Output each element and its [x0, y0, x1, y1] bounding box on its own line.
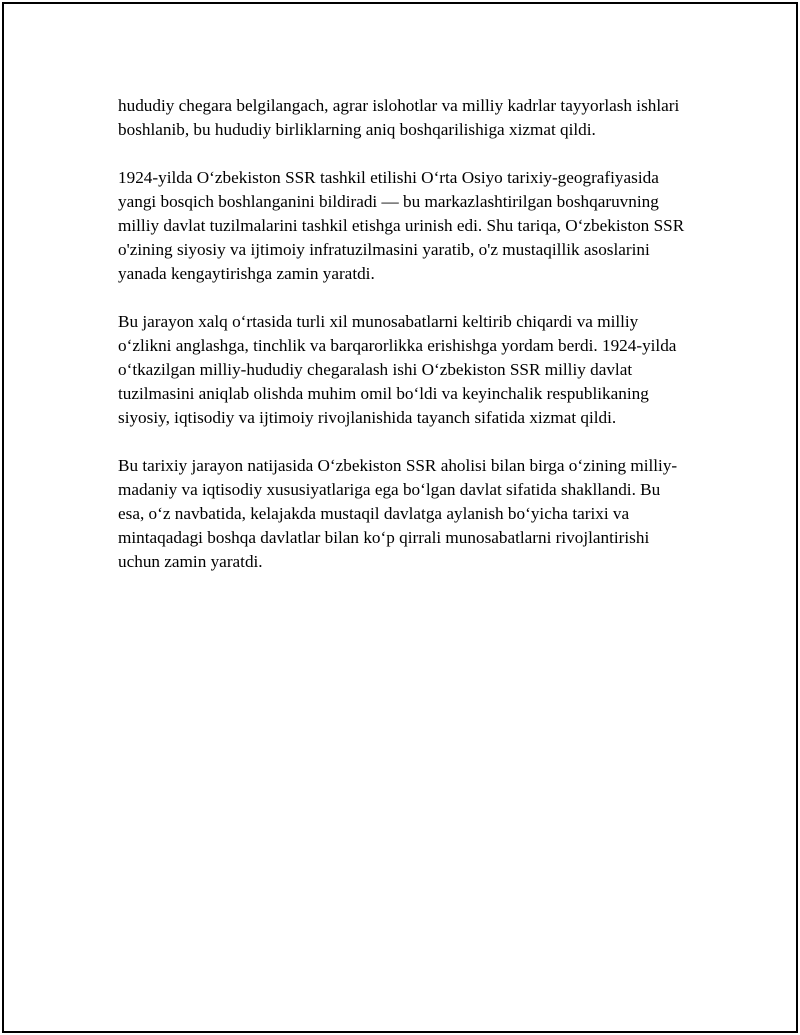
document-body — [118, 94, 688, 598]
paragraph-1: hududiy chegara belgilangach, agrar islohotlar va milliy kadrlar tayyorlash ishlari boshlanib, bu hududiy birliklarning aniq boshqarilishiga xizmat qildi. — [118, 96, 680, 139]
paragraph-3: Bu jarayon xalq oʻrtasida turli xil munosabatlarni keltirib chiqardi va milliy oʻzlikni anglashga, tinchlik va barqarorlikka erishishga yordam berdi. 1924-yilda oʻtkazilgan milliy-hududiy chegaralash ishi Oʻzbekiston SSR milliy davlat tuzilmasini aniqlab olishda muhim omil boʻldi va keyinchalik respublikaning siyosiy, iqtisodiy va ijtimoiy rivojlanishida tayanch sifatida xizmat qildi. — [118, 312, 677, 427]
paragraph-4: Bu tarixiy jarayon natijasida Oʻzbekiston SSR aholisi bilan birga oʻzining milliy-madaniy va iqtisodiy xususiyatlariga ega boʻlgan davlat sifatida shakllandi. Bu esa, oʻz navbatida, kelajakda mustaqil davlatga aylanish boʻyicha tarixi va mintaqadagi boshqa davlatlar bilan koʻp qirrali munosabatlarni rivojlantirishi uchun zamin yaratdi. — [118, 456, 678, 571]
paragraph-2: 1924-yilda Oʻzbekiston SSR tashkil etilishi Oʻrta Osiyo tarixiy-geografiyasida yangi bosqich boshlanganini bildiradi — bu markazlashtirilgan boshqaruvning milliy davlat tuzilmalarini tashkil etishga urinish edi. Shu tariqa, Oʻzbekiston SSR o'zining siyosiy va ijtimoiy infratuzilmasini yaratib, o'z mustaqillik asoslarini yanada kengaytirishga zamin yaratdi. — [118, 168, 685, 283]
